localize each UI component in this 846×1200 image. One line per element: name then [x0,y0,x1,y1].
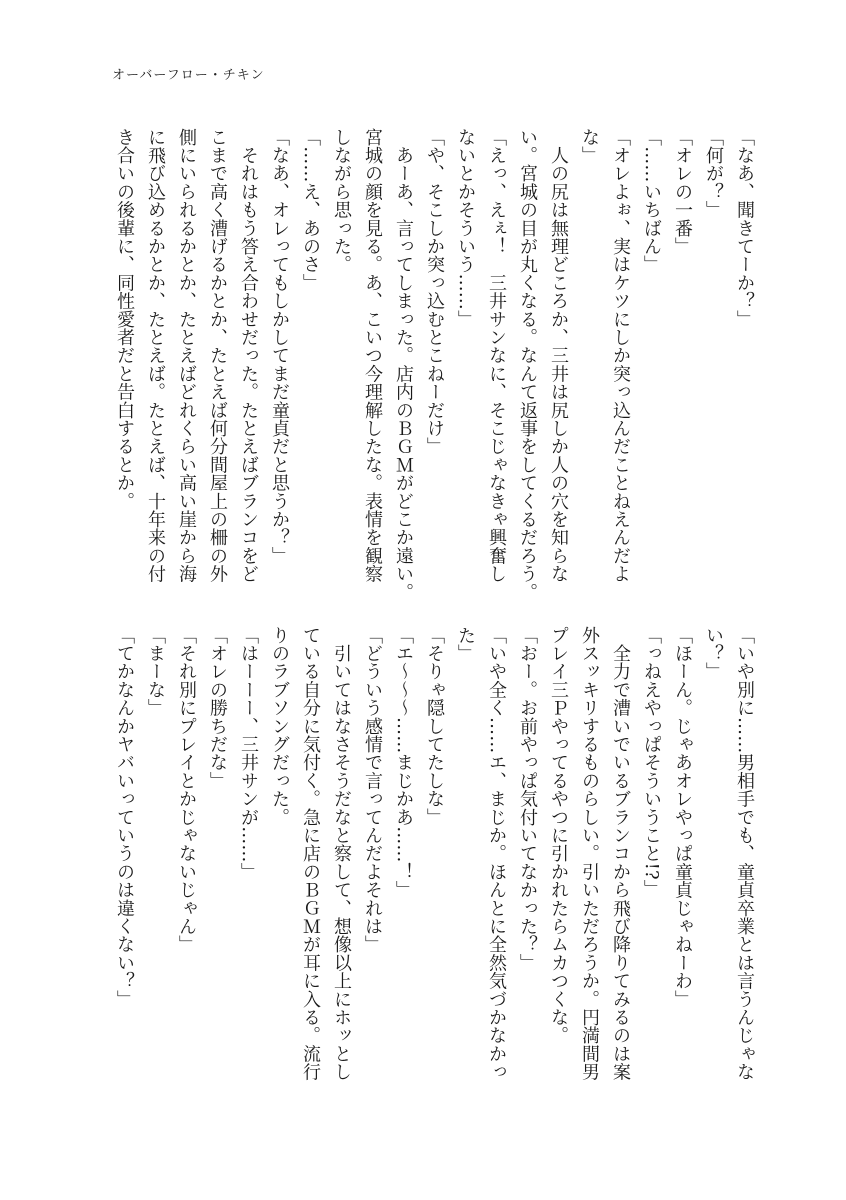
text-line: 人の尻は無理どころか、三井は尻しか人の穴を知らな [548,128,569,583]
text-line: 「てかなんかヤバいっていうのは違くない？」 [114,626,135,1009]
text-line: た」 [455,626,476,663]
text-line: 「なあ、聞きてーか？」 [734,128,755,329]
text-line: ている自分に気付く。急に店のＢＧＭが耳に入る。流行 [300,626,321,1081]
lower-text-block [108,626,760,1081]
text-line: こまで高く漕げるかとか、たとえば何分間屋上の柵の外 [207,128,228,583]
text-line: 外スッキリするものらしい。引いただろうか。円満間男 [579,626,600,1081]
text-line: 「どういう感情で言ってんだよそれは」 [362,626,383,954]
text-line: 側にいられるかとか、たとえばどれくらい高い崖から海 [176,128,197,583]
text-line: き合いの後輩に、同性愛者だと告白するとか。 [114,128,135,511]
running-title: オーバーフロー・チキン [112,68,265,83]
text-line: 「……え、あのさ」 [300,128,321,292]
text-line: 「ほーん。じゃあオレやっぱ童貞じゃねーわ」 [672,626,693,1009]
text-line: 「なあ、オレってもしかしてまだ童貞だと思うか？」 [269,128,290,565]
text-line: 「や、そこしか突っ込むとこねーだけ」 [424,128,445,456]
text-line: ないとかそういう……」 [455,128,476,329]
text-line: 「それ別にプレイとかじゃないじゃん」 [176,626,197,954]
text-line: 引いてはなさそうだなと察して、想像以上にホッとし [331,626,352,1081]
text-line: 「何が？」 [703,128,724,219]
text-line: 「おー。お前やっぱ気付いてなかった？」 [517,626,538,972]
text-line: プレイ三Ｐやってるやつに引かれたらムカつくな。 [548,626,569,1045]
text-line: に飛び込めるかとか、たとえば。たとえば、十年来の付 [145,128,166,583]
text-line: 全力で漕いでいるブランコから飛び降りてみるのは案 [610,626,631,1081]
text-line: りのラブソングだった。 [269,626,290,827]
text-line: い？」 [703,626,724,681]
text-line: な」 [579,128,600,165]
text-line: 「そりゃ隠してたしな」 [424,626,445,827]
text-line: 「いや別に……男相手でも、童貞卒業とは言うんじゃな [734,626,755,1081]
text-line: 「っねえやっぱそういうこと!?」 [641,626,662,899]
text-line: 「えっ、えぇ！ 三井サンなに、そこじゃなきゃ興奮し [486,128,507,583]
text-line: 「……いちばん」 [641,128,662,274]
text-line: 「オレの一番」 [672,128,693,256]
text-line: 「オレの勝ちだな」 [207,626,228,790]
text-line: 「はーーー、三井サンが……」 [238,626,259,881]
text-line: い。宮城の目が丸くなる。なんて返事をしてくるだろう。 [517,128,538,602]
text-line: 宮城の顔を見る。あ、こいつ今理解したな。表情を観察 [362,128,383,583]
text-line: それはもう答え合わせだった。たとえばブランコをど [238,128,259,583]
text-line: 「まーな」 [145,626,166,717]
upper-text-block [108,128,760,602]
text-line: あーあ、言ってしまった。店内のＢＧＭがどこか遠い。 [393,128,414,602]
text-line: 「いや全く……エ、まじか。ほんとに全然気づかなかっ [486,626,507,1081]
text-line: 「オレよぉ、実はケツにしか突っ込んだことねえんだよ [610,128,631,583]
text-line: 「エ〜〜〜……まじかあ……！」 [393,626,414,899]
text-line: しながら思った。 [331,128,352,274]
